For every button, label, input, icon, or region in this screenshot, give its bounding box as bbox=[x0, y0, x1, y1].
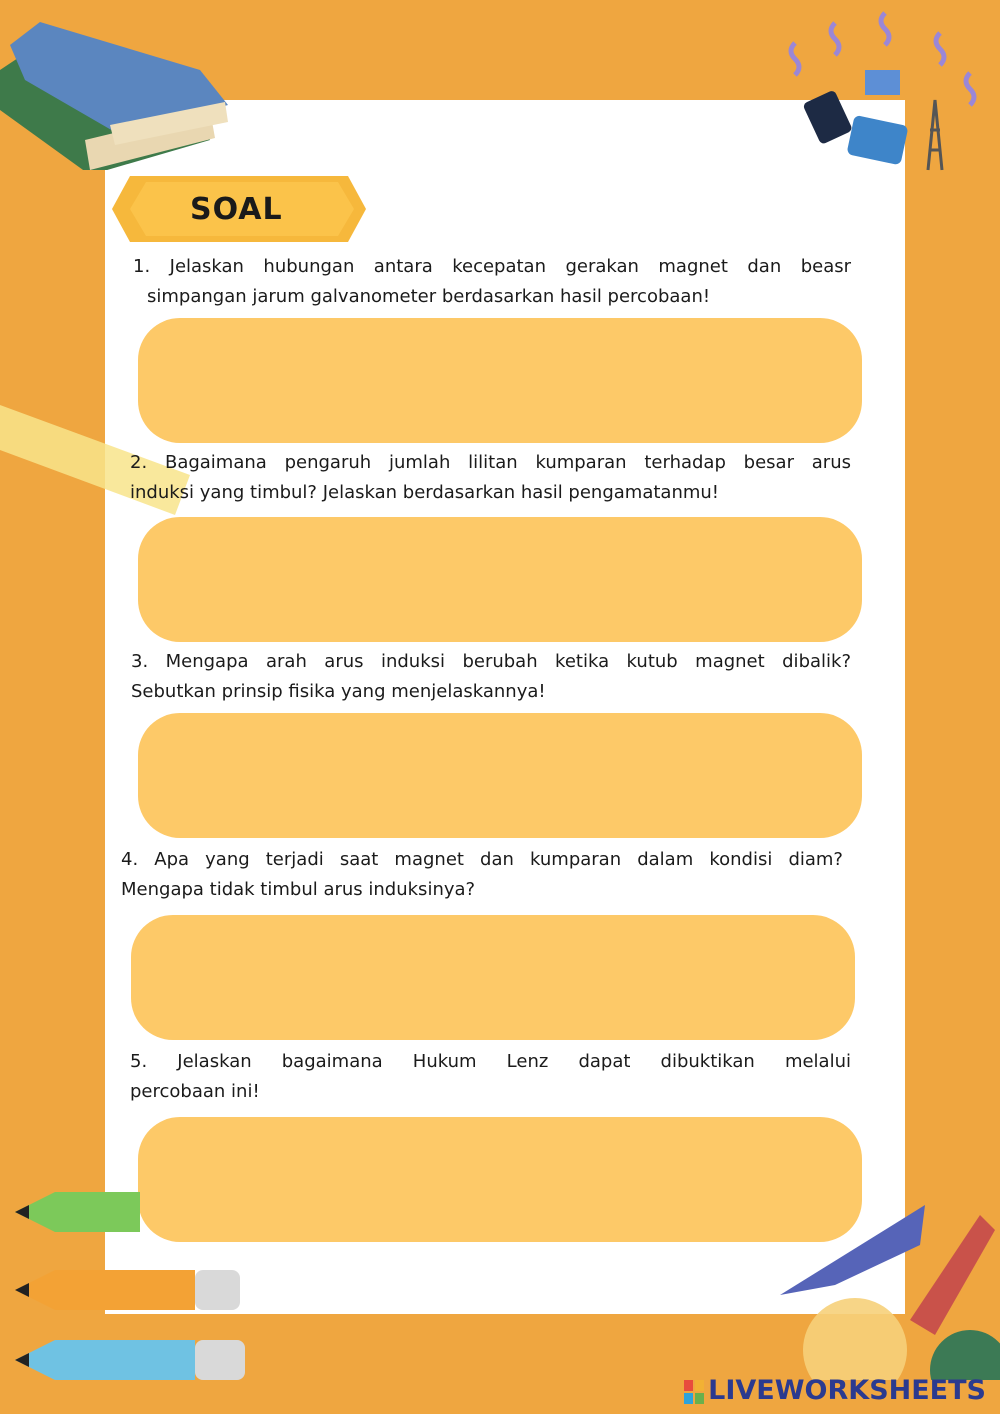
devices-icon bbox=[780, 10, 1000, 180]
question-line: 3. Mengapa arah arus induksi berubah ketika kutub magnet dibalik? bbox=[131, 651, 851, 672]
answer-box-1[interactable] bbox=[138, 318, 862, 443]
page-title: SOAL bbox=[190, 192, 283, 227]
watermark-text: LIVEWORKSHEETS bbox=[708, 1375, 986, 1406]
watermark bbox=[684, 1375, 986, 1406]
liveworksheets-logo-icon bbox=[684, 1380, 704, 1404]
question-line: percobaan ini! bbox=[130, 1081, 260, 1102]
question-line: 2. Bagaimana pengaruh jumlah lilitan kumparan terhadap besar arus bbox=[130, 452, 851, 473]
books-icon bbox=[0, 10, 240, 170]
question-line: Mengapa tidak timbul arus induksinya? bbox=[121, 879, 476, 900]
question-line: induksi yang timbul? Jelaskan berdasarkan hasil pengamatanmu! bbox=[130, 482, 720, 503]
set-square-icon bbox=[780, 1200, 1000, 1380]
answer-box-2[interactable] bbox=[138, 517, 862, 642]
question-4 bbox=[121, 845, 843, 905]
question-2 bbox=[130, 448, 851, 508]
question-3 bbox=[131, 647, 851, 707]
question-line: simpangan jarum galvanometer berdasarkan hasil percobaan! bbox=[147, 286, 711, 307]
question-line: 5. Jelaskan bagaimana Hukum Lenz dapat dibuktikan melalui bbox=[130, 1051, 851, 1072]
question-line: Sebutkan prinsip fisika yang menjelaskannya! bbox=[131, 681, 546, 702]
answer-box-3[interactable] bbox=[138, 713, 862, 838]
question-1 bbox=[133, 252, 851, 312]
question-line: 1. Jelaskan hubungan antara kecepatan gerakan magnet dan beasr bbox=[133, 256, 851, 277]
answer-box-4[interactable] bbox=[131, 915, 855, 1040]
pencil-icon bbox=[15, 1180, 255, 1395]
question-line: 4. Apa yang terjadi saat magnet dan kumparan dalam kondisi diam? bbox=[121, 849, 843, 870]
question-5 bbox=[130, 1047, 851, 1107]
